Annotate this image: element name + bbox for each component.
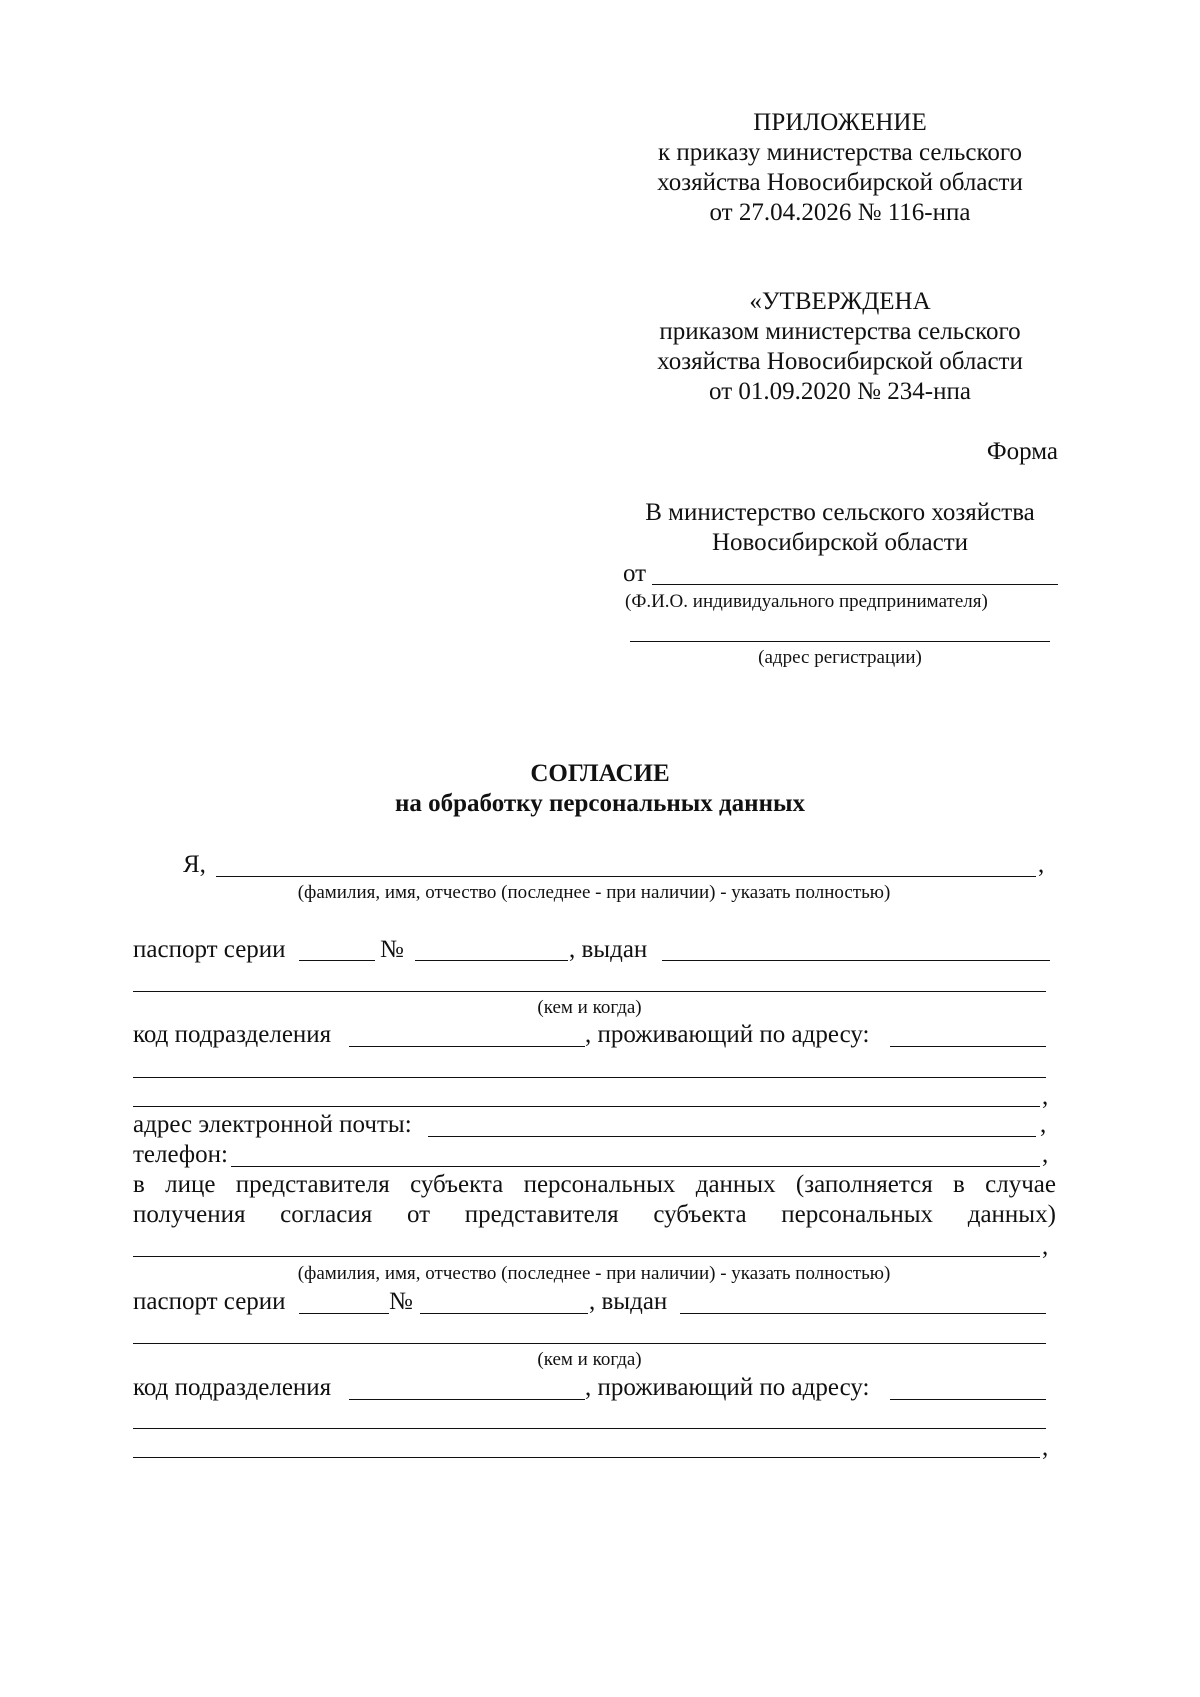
rep-issued-label: , выдан (589, 1288, 668, 1315)
addressee-line: В министерство сельского хозяйства (645, 499, 1035, 526)
email-field[interactable] (428, 1136, 1036, 1137)
appendix-line: хозяйства Новосибирской области (657, 169, 1023, 196)
applicant-fio-caption: (фамилия, имя, отчество (последнее - при наличии) - указать полностью) (297, 882, 891, 903)
i-label: Я, (183, 851, 206, 878)
representative-fio-field[interactable] (133, 1256, 1040, 1257)
residing-label: , проживающий по адресу: (585, 1021, 870, 1048)
rep-passport-series-label: паспорт серии (133, 1288, 286, 1315)
rep-division-code-field[interactable] (349, 1399, 585, 1400)
residence-address-field[interactable] (890, 1046, 1046, 1047)
document-title: СОГЛАСИЕ (530, 760, 670, 787)
issued-label: , выдан (569, 936, 648, 963)
comma: , (1042, 1083, 1049, 1110)
document-subtitle: на обработку персональных данных (395, 790, 805, 817)
comma: , (1038, 851, 1045, 878)
representative-fio-caption: (фамилия, имя, отчество (последнее - при наличии) - указать полностью) (297, 1263, 891, 1284)
rep-issued-caption: (кем и когда) (537, 1349, 642, 1370)
residence-address-field-continued[interactable] (133, 1106, 1040, 1107)
addressee-line: Новосибирской области (711, 529, 969, 556)
approved-title: «УТВЕРЖДЕНА (749, 288, 931, 315)
approved-line: хозяйства Новосибирской области (657, 348, 1023, 375)
appendix-order-ref: от 27.04.2026 № 116-нпа (709, 199, 971, 226)
rep-division-code-label: код подразделения (133, 1374, 332, 1401)
passport-number-sign: № (380, 936, 404, 963)
issued-caption: (кем и когда) (537, 997, 642, 1018)
comma: , (1042, 1434, 1049, 1461)
form-label: Форма (986, 438, 1058, 465)
approved-order-ref: от 01.09.2020 № 234-нпа (709, 378, 971, 405)
registration-address-field[interactable] (630, 641, 1050, 642)
appendix-title: ПРИЛОЖЕНИЕ (753, 109, 927, 136)
rep-passport-series-field[interactable] (299, 1313, 389, 1314)
from-fio-field[interactable] (652, 584, 1058, 585)
issued-by-field-continued[interactable] (133, 991, 1046, 992)
rep-residence-address-field-continued[interactable] (133, 1428, 1046, 1429)
rep-passport-number-sign: № (389, 1288, 413, 1315)
division-code-label: код подразделения (133, 1021, 332, 1048)
email-label: адрес электронной почты: (133, 1111, 412, 1138)
passport-series-field[interactable] (299, 960, 375, 961)
comma: , (1040, 1111, 1047, 1138)
from-fio-caption: (Ф.И.О. индивидуального предпринимателя) (625, 591, 988, 612)
registration-address-caption: (адрес регистрации) (758, 647, 922, 668)
rep-residence-address-field[interactable] (890, 1399, 1046, 1400)
issued-by-field[interactable] (662, 960, 1050, 961)
rep-residing-label: , проживающий по адресу: (585, 1374, 870, 1401)
rep-issued-by-field-continued[interactable] (133, 1343, 1046, 1344)
rep-residence-address-field-continued[interactable] (133, 1457, 1040, 1458)
representative-paragraph-line: в лице представителя субъекта персональных данных (заполняется в случае (133, 1171, 1056, 1198)
residence-address-field-continued[interactable] (133, 1077, 1046, 1078)
representative-paragraph-line: получения согласия от представителя субъекта персональных данных) (133, 1201, 1056, 1228)
comma: , (1042, 1233, 1049, 1260)
from-label: от (623, 560, 647, 587)
rep-passport-number-field[interactable] (420, 1313, 588, 1314)
appendix-line: к приказу министерства сельского (657, 139, 1022, 166)
applicant-fio-field[interactable] (216, 876, 1036, 877)
approved-line: приказом министерства сельского (659, 318, 1021, 345)
rep-issued-by-field[interactable] (680, 1313, 1046, 1314)
phone-field[interactable] (231, 1166, 1040, 1167)
passport-series-label: паспорт серии (133, 936, 286, 963)
passport-number-field[interactable] (415, 960, 568, 961)
phone-label: телефон: (133, 1141, 228, 1168)
division-code-field[interactable] (349, 1046, 585, 1047)
comma: , (1042, 1141, 1049, 1168)
